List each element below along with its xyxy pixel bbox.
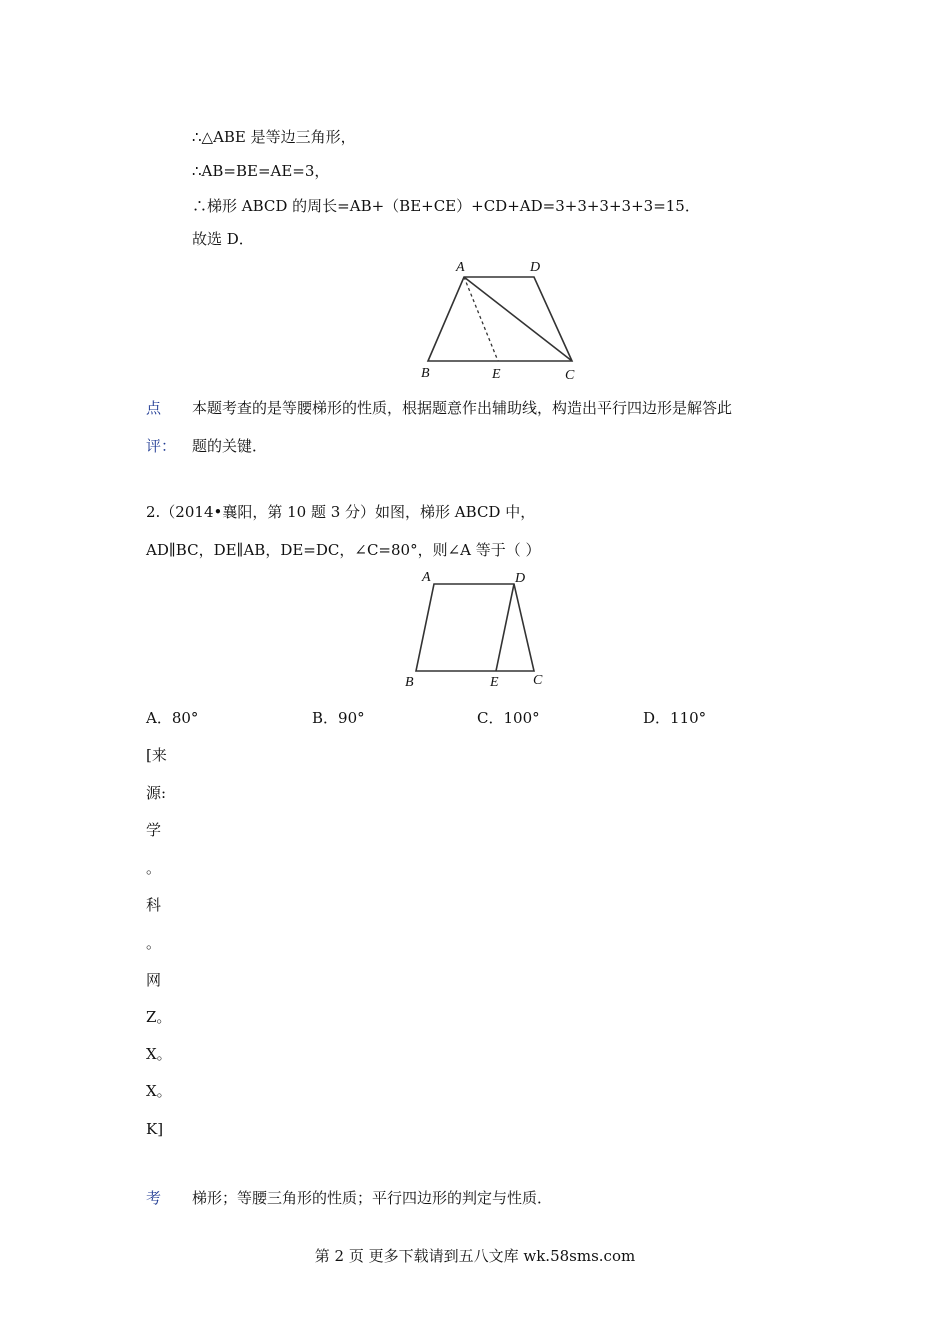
label-a: A [456,260,465,275]
trapezoid-figure-1 [410,255,590,385]
topic-text: 梯形；等腰三角形的性质；平行四边形的判定与性质． [192,1189,553,1207]
solution-line-4: 故选 D． [192,230,254,248]
segment-de [496,584,514,671]
source-char-2: 源: [146,784,167,802]
source-char-4: 。 [146,859,162,877]
comment-label-2: 评： [146,437,177,455]
label-c: C [565,368,575,383]
page-footer: 第 2 页 更多下载请到五八文库 wk.58sms.com [314,1247,636,1265]
source-char-6: 。 [146,934,162,952]
question-line-2: AD∥BC，DE∥AB，DE=DC，∠C=80°，则∠A 等于（ ） [146,541,541,559]
comment-text-1: 本题考查的是等腰梯形的性质，根据题意作出辅助线，构造出平行四边形是解答此 [192,399,733,417]
source-char-5: 科 [146,896,162,914]
trapezoid-outline [428,277,572,361]
option-c: C．100° [477,709,540,727]
diagonal-ac [464,277,572,361]
comment-label-1: 点 [146,399,162,417]
source-char-11: K] [146,1120,164,1138]
source-char-10: X。 [146,1082,172,1100]
trapezoid-figure-2 [400,565,560,695]
comment-text-2: 题的关键． [192,437,268,455]
solution-line-1: ∴△ABE 是等边三角形， [192,128,356,146]
label-c-2: C [533,673,543,688]
label-d-2: D [515,571,526,586]
option-a: A．80° [146,709,199,727]
trapezoid-outline-2 [416,584,534,671]
topic-label: 考 [146,1189,162,1207]
solution-line-2: ∴AB=BE=AE=3， [192,162,330,180]
label-b: B [421,366,430,381]
question-line-1: 2.（2014•襄阳，第 10 题 3 分）如图，梯形 ABCD 中， [146,503,536,521]
option-d: D．110° [643,709,707,727]
source-char-3: 学 [146,821,162,839]
source-char-1: [来 [146,746,167,764]
label-a-2: A [422,570,431,585]
label-b-2: B [405,675,414,690]
label-e: E [492,367,501,382]
label-d: D [530,260,541,275]
label-e-2: E [490,675,499,690]
solution-line-3: ∴梯形 ABCD 的周长=AB+（BE+CE）+CD+AD=3+3+3+3+3=15． [192,197,700,215]
source-char-8: Z。 [146,1008,172,1026]
source-char-7: 网 [146,971,162,989]
source-char-9: X。 [146,1045,172,1063]
option-b: B．90° [312,709,365,727]
